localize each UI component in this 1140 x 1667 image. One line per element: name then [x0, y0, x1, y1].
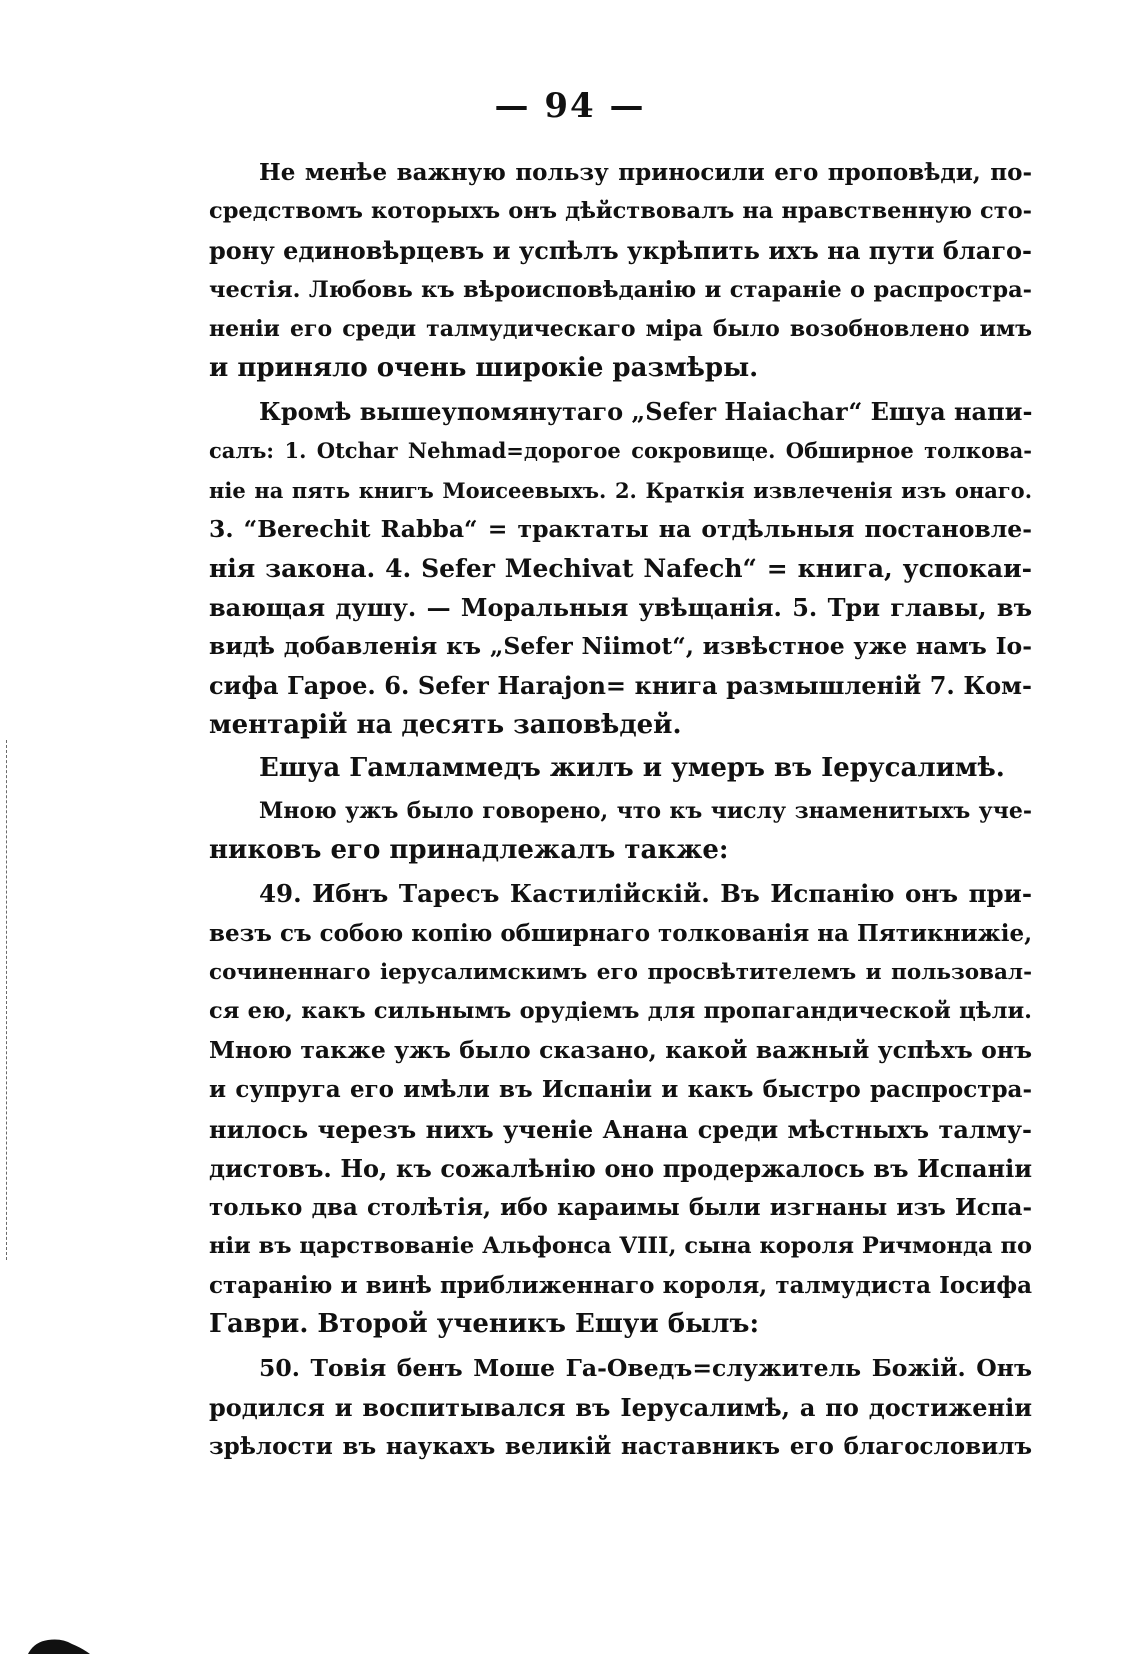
text-line: дистовъ. Но, къ сожалѣнію оно продержалось въ Испаніи	[209, 1153, 1032, 1183]
text-line: средствомъ которыхъ онъ дѣйствовалъ на нравственную сто-	[209, 198, 1032, 225]
text-line: только два столѣтія, ибо караимы были изгнаны изъ Испа-	[209, 1193, 1032, 1221]
page-number: — 94 —	[494, 86, 646, 126]
text-line: 49. Ибнъ Таресъ Кастилійскій. Въ Испанію онъ при-	[259, 879, 1032, 909]
text-line: ментарій на десять заповѣдей.	[209, 709, 682, 740]
text-line: неніи его среди талмудическаго міра было возобновлено имъ	[209, 315, 1032, 342]
text-line: зрѣлости въ наукахъ великій наставникъ его благословилъ	[209, 1433, 1032, 1460]
body-text	[209, 153, 1032, 1466]
text-line: ся ею, какъ сильнымъ орудіемъ для пропагандической цѣли.	[209, 997, 1032, 1024]
text-line: ніи въ царствованіе Альфонса VIII, сына короля Ричмонда по	[209, 1233, 1032, 1260]
ink-blot	[28, 1632, 90, 1656]
text-line: нилось черезъ нихъ ученіе Анана среди мѣстныхъ талму-	[209, 1114, 1032, 1144]
text-line: вающая душу. — Моральныя увѣщанія. 5. Три главы, въ	[209, 593, 1032, 623]
text-line: 50. Товія бенъ Моше Га-Оведъ=служитель Божій. Онъ	[259, 1353, 1032, 1382]
text-line: нія закона. 4. Sefer Mechivat Nafech“ = книга, успокаи-	[209, 553, 1032, 583]
text-line: старанію и винѣ приближеннаго короля, талмудиста Іосифа	[209, 1272, 1032, 1300]
text-line: Мною также ужъ было сказано, какой важный успѣхъ онъ	[209, 1036, 1032, 1065]
text-line: видѣ добавленія къ „Sefer Niimot“, извѣстное уже намъ Іо-	[209, 632, 1032, 661]
text-line: ніе на пять книгъ Моисеевыхъ. 2. Краткія извлеченія изъ онаго.	[209, 477, 1032, 503]
text-line: салъ: 1. Otchar Nehmad=дорогое сокровище. Обширное толкова-	[209, 438, 1032, 464]
text-line: и супруга его имѣли въ Испаніи и какъ быстро распростра-	[209, 1076, 1032, 1104]
text-line: сочиненнаго іерусалимскимъ его просвѣтителемъ и пользовал-	[209, 959, 1032, 985]
text-line: Мною ужъ было говорено, что къ числу знаменитыхъ уче-	[259, 798, 1032, 824]
text-line: и приняло очень широкіе размѣры.	[209, 352, 759, 383]
text-line: сифа Гарое. 6. Sefer Harajon= книга размышленій 7. Ком-	[209, 671, 1032, 701]
text-line: Ешуа Гамламмедъ жилъ и умеръ въ Іерусалимѣ.	[259, 752, 1005, 783]
text-line: никовъ его принадлежалъ также:	[209, 835, 729, 866]
text-line: Гаври. Второй ученикъ Ешуи былъ:	[209, 1309, 760, 1340]
scan-edge-mark	[6, 740, 8, 1260]
text-line: 3. “Berechit Rabba“ = трактаты на отдѣльныя постановле-	[209, 514, 1032, 543]
text-line: рону единовѣрцевъ и успѣлъ укрѣпить ихъ на пути благо-	[209, 236, 1032, 266]
text-line: Кромѣ вышеупомянутаго „Sefer Haiachar“ Ешуа напи-	[259, 397, 1033, 427]
text-line: везъ съ собою копію обширнаго толкованія на Пятикнижіе,	[209, 919, 1033, 947]
text-line: Не менѣе важную пользу приносили его проповѣди, по-	[259, 159, 1032, 186]
text-line: честія. Любовь къ вѣроисповѣданію и стараніе о распростра-	[209, 276, 1032, 303]
text-line: родился и воспитывался въ Іерусалимѣ, а по достиженіи	[209, 1392, 1032, 1422]
